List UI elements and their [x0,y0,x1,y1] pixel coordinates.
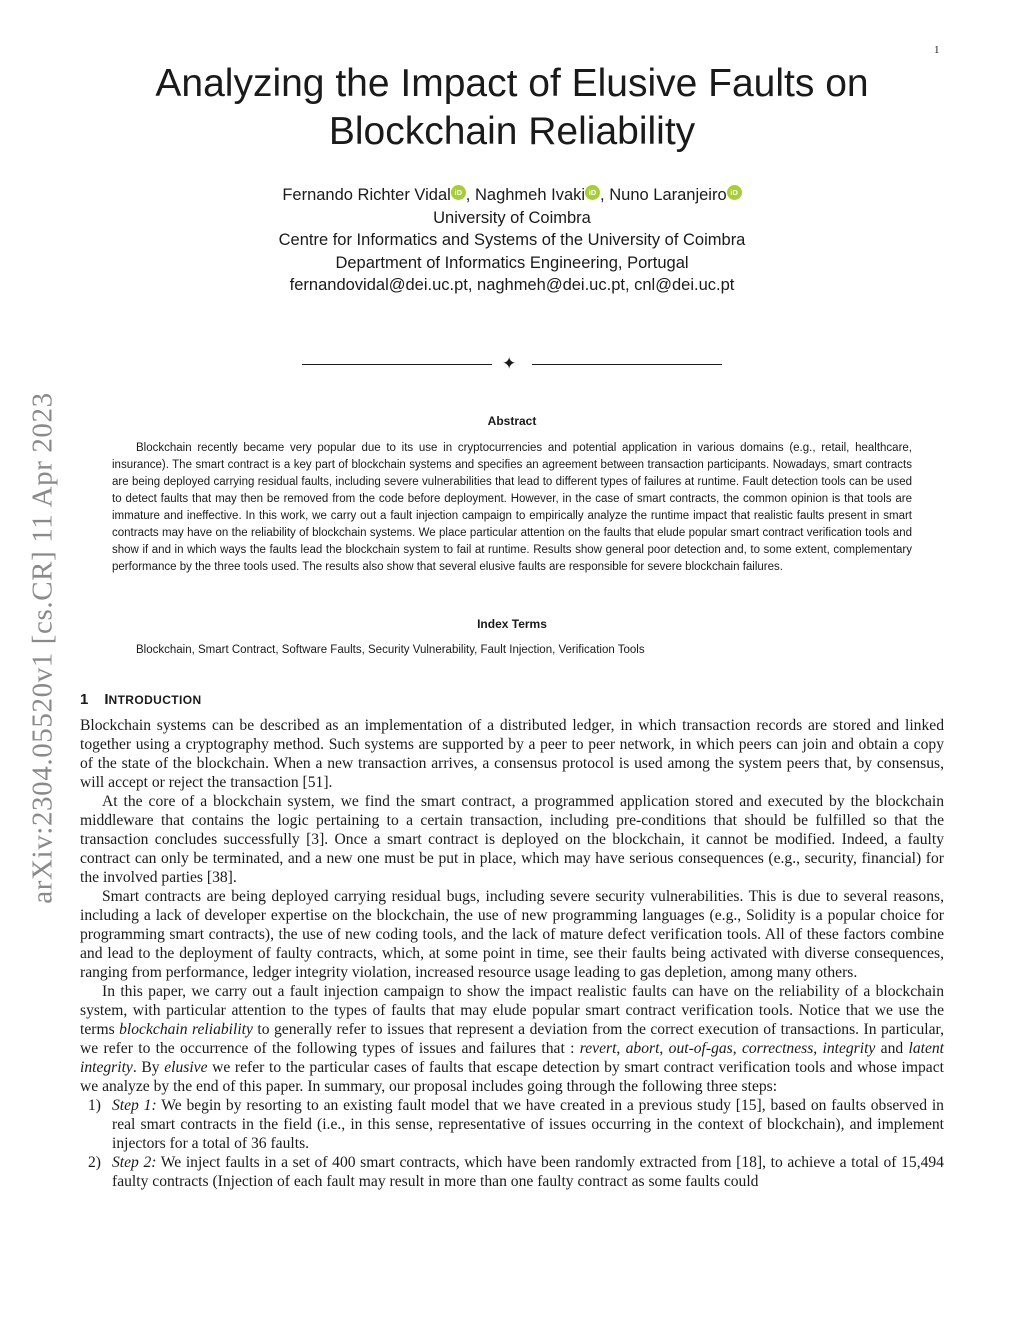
affiliation-university: University of Coimbra [433,208,591,227]
section-title-rest: NTRODUCTION [108,693,202,707]
paper-title: Analyzing the Impact of Elusive Faults on Blockchain Reliability [155,62,869,153]
term-out-of-gas: out-of-gas [668,1040,733,1057]
list-item [80,1153,944,1191]
step-label: Step 2: [112,1154,157,1171]
step-label: Step 1: [112,1097,157,1114]
author-name: Naghmeh Ivaki [474,186,586,204]
term-integrity: integrity [822,1040,876,1057]
paragraph-text: to generally refer to issues that represent a deviation from the correct execution of transactions. In particular, we refer to the occurrence of the following types of issues and failures that : [80,1021,945,1057]
title-separator [302,355,722,375]
term-elusive: elusive [164,1059,208,1076]
author-list [150,184,874,207]
affiliation-centre: Centre for Informatics and Systems of the University of Coimbra [278,231,746,249]
list-marker: 1) [88,1097,101,1114]
paragraph: At the core of a blockchain system, we find the smart contract, a programmed application stored and executed by the blockchain middleware that contains the logic pertaining to a certain transaction, including pre-conditions that should be fulfilled so that the transaction concludes successfully [3]. Once a smart contract is deployed on the blockchain, it cannot be modified. Indeed, a faulty contract can only be terminated, and a new one must be put in place, which may have serious consequences (e.g., security, financial) for the involved parties [38]. [80,793,944,886]
author-emails: fernandovidal@dei.uc.pt, naghmeh@dei.uc.pt, cnl@dei.uc.pt [289,276,735,294]
author-separator: , [600,186,605,204]
paragraph: Blockchain systems can be described as an implementation of a distributed ledger, in which transaction records are stored and linked together using a cryptography method. Such systems are supported by a peer to peer network, in which peers can join and obtain a copy of the state of the blockchain. When a new transaction arrives, a consensus protocol is used among the system peers that, by consensus, will accept or reject the transaction [51]. [80,717,944,791]
list-item [80,1096,944,1153]
page-number: 1 [934,44,940,56]
introduction-body [80,716,944,1191]
separator-star-icon: ✦ [502,354,517,373]
comma: , [732,1040,742,1057]
author-name: Fernando Richter Vidal [282,186,451,204]
paragraph-text: In this paper, we carry out a fault injection campaign to show the impact realistic faults can have on the reliability of a blockchain system, with particular attention to the types of faults that may elude popular smart contract verification tools. Notice that we use the terms [80,983,944,1038]
term-correctness: correctness [741,1040,814,1057]
author-separator: , [465,186,471,204]
arxiv-identifier-stamp[interactable]: arXiv:2304.05520v1 [cs.CR] 11 Apr 2023 [26,392,59,904]
author-block [150,184,874,297]
comma: , [616,1040,626,1057]
term-blockchain-reliability: blockchain reliability [119,1021,253,1038]
term-latent-integrity: latent integrity [80,1040,945,1076]
section-title-initial: I [104,691,109,708]
term-revert: revert [579,1040,617,1057]
section-heading-introduction [80,691,202,708]
section-number: 1 [80,691,89,708]
author-name: Nuno Laranjeiro [609,186,727,204]
orcid-icon[interactable]: iD [727,185,742,200]
orcid-icon[interactable]: iD [585,185,600,200]
abstract-text: Blockchain recently became very popular due to its use in cryptocurrencies and potential application in various domains (e.g., retail, healthcare, insurance). The smart contract is a key part of blockchain systems and specifies an agreement between transaction participants. Nowadays, smart contracts are being deployed carrying residual faults, including severe vulnerabilities that lead to different types of failures at runtime. Fault detection tools can be used to detect faults that may then be removed from the code before deployment. However, in the case of smart contracts, the common opinion is that tools are immature and ineffective. In this work, we carry out a fault injection campaign to empirically analyze the runtime impact that realistic faults present in smart contracts may have on the reliability of blockchain systems. We place particular attention on the faults that elude popular smart contract verification tools and show if and in which ways the faults lead the blockchain system to fail at runtime. Results show general poor detection and, to some extent, complementary performance by the three tools used. The results also show that several elusive faults are responsible for severe blockchain failures. [112,442,912,573]
paragraph: Smart contracts are being deployed carrying residual bugs, including severe security vulnerabilities. This is due to several reasons, including a lack of developer expertise on the blockchain, the use of new programming languages (e.g., Solidity is a popular choice for programming smart contracts), the use of new coding tools, and the lack of mature defect verification tools. All of these factors combine and lead to the deployment of faulty contracts, which, at some point in time, see their faults being activated with diverse consequences, ranging from performance, ledger integrity violation, increased resource usage leading to gas depletion, among many others. [80,888,944,981]
step-text: We inject faults in a set of 400 smart contracts, which have been randomly extracted from [18], to achieve a total of 15,494 faulty contracts (Injection of each fault may result in more than one faulty contract as some faults could [112,1154,944,1190]
step-text: We begin by resorting to an existing fault model that we have created in a previous study [15], based on faults observed in real smart contracts in the field (i.e., in this sense, representative of issues occurring in the context of blockchain), and implement injectors for a total of 36 faults. [112,1097,944,1152]
affiliation-department: Department of Informatics Engineering, Portugal [335,253,689,272]
paragraph-text: we refer to the particular cases of faults that escape detection by smart contract verification tools and whose impact we analyze by the end of this paper. In summary, our proposal includes going through the following three steps: [80,1059,944,1095]
paragraph [80,982,944,1096]
separator-rule-left [302,364,492,365]
steps-list [80,1096,944,1191]
index-terms-heading: Index Terms [477,617,547,631]
separator-rule-right [532,364,722,365]
abstract-heading: Abstract [487,414,537,428]
conjunction: and [875,1040,909,1057]
index-terms-text: Blockchain, Smart Contract, Software Faults, Security Vulnerability, Fault Injection, Verification Tools [136,644,645,656]
list-marker: 2) [88,1154,101,1171]
term-abort: abort [625,1040,660,1057]
comma: , [659,1040,669,1057]
comma: , [813,1040,823,1057]
orcid-icon[interactable]: iD [451,185,466,200]
connector: . By [132,1059,165,1076]
